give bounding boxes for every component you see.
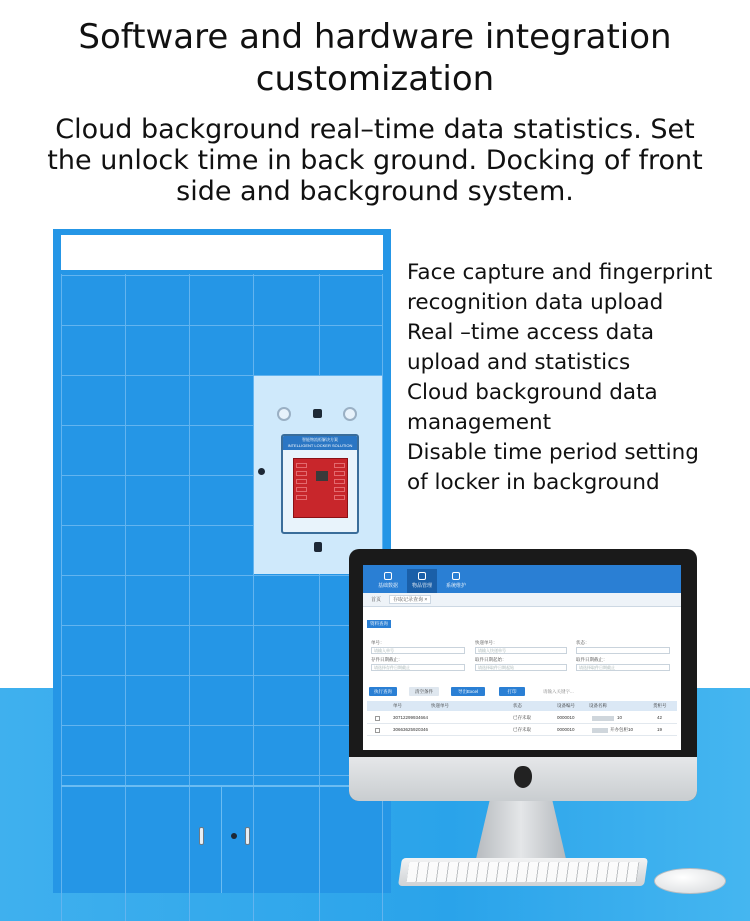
locker-grid-line bbox=[61, 725, 383, 726]
column-header: 快递单号 bbox=[431, 703, 449, 708]
pick-end-label: 取件日期截止： bbox=[576, 657, 608, 662]
keyhole-icon bbox=[231, 833, 237, 839]
document-icon bbox=[384, 572, 392, 580]
express-label: 快递单号： bbox=[475, 640, 498, 645]
mouse bbox=[654, 868, 726, 894]
column-header: 单号 bbox=[393, 703, 402, 708]
cabinet-cell: 42 bbox=[657, 715, 663, 720]
grid-icon bbox=[452, 572, 460, 580]
column-header: 状态 bbox=[513, 703, 522, 708]
locker-grid-line bbox=[61, 625, 383, 626]
door-divider bbox=[221, 787, 222, 893]
camera-icon bbox=[313, 409, 322, 418]
app-toolbar bbox=[363, 565, 681, 593]
query-section-label: 资料查询 bbox=[367, 620, 391, 628]
column-header: 设备编号 bbox=[557, 703, 575, 708]
device-name-cell: 10 bbox=[617, 715, 623, 720]
feature-line: of locker in background bbox=[407, 470, 660, 495]
touch-screen bbox=[281, 434, 359, 534]
tab-access-records[interactable]: 存取记录查询 × bbox=[389, 595, 431, 604]
scanner-icon bbox=[277, 407, 291, 421]
status-cell: 已存未取 bbox=[513, 715, 531, 720]
row-checkbox[interactable] bbox=[375, 716, 380, 721]
feature-line: Face capture and fingerprint bbox=[407, 260, 713, 285]
info-icon bbox=[258, 468, 265, 475]
cabinet-cell: 19 bbox=[657, 727, 663, 732]
print-button[interactable]: 打印 bbox=[499, 687, 525, 696]
order-input[interactable]: 请输入单号 bbox=[371, 647, 465, 654]
store-date-input[interactable]: 请选择存件日期截止 bbox=[371, 664, 465, 671]
export-excel-button[interactable]: 导出Excel bbox=[451, 687, 485, 696]
express-input[interactable]: 请输入快递单号 bbox=[475, 647, 567, 654]
redacted-cell bbox=[592, 716, 614, 721]
status-select[interactable] bbox=[576, 647, 670, 654]
device-cell: 0000010 bbox=[557, 727, 575, 732]
locker-grid-line bbox=[61, 575, 383, 576]
locker-grid-line bbox=[61, 275, 383, 276]
chart-icon bbox=[418, 572, 426, 580]
column-header: 货柜号 bbox=[653, 703, 667, 708]
keyword-search-input[interactable]: 请输入关键字... bbox=[543, 689, 574, 694]
feature-line: Disable time period setting bbox=[407, 440, 699, 465]
pick-start-input[interactable]: 请选择取件日期起始 bbox=[475, 664, 567, 671]
tab-item-management[interactable]: 物品管理 bbox=[407, 569, 437, 593]
locker-image bbox=[293, 458, 348, 518]
feature-line: management bbox=[407, 410, 552, 435]
feature-line: upload and statistics bbox=[407, 350, 631, 375]
lock-icon bbox=[314, 542, 322, 552]
apple-logo-icon bbox=[514, 766, 532, 788]
device-name-cell: 开办包柜10 bbox=[610, 727, 634, 732]
order-cell: 30712299934664 bbox=[393, 715, 429, 720]
locker-control-panel bbox=[254, 376, 382, 574]
smart-locker-cabinet bbox=[53, 229, 391, 893]
feature-line: Cloud background data bbox=[407, 380, 658, 405]
tab-basic-data[interactable]: 基础数据 bbox=[373, 569, 403, 593]
column-header: 设备名称 bbox=[589, 703, 607, 708]
order-cell: 30663625920346 bbox=[393, 727, 429, 732]
feature-list bbox=[407, 258, 742, 498]
feature-line: recognition data upload bbox=[407, 290, 664, 315]
order-label: 单号： bbox=[371, 640, 385, 645]
locker-grid-line bbox=[61, 325, 383, 326]
keyboard bbox=[398, 858, 648, 886]
run-query-button[interactable]: 执行查询 bbox=[369, 687, 397, 696]
door-handle-icon bbox=[245, 827, 250, 845]
lower-cabinet-doors bbox=[61, 785, 383, 893]
pick-end-input[interactable]: 请选择取件日期截止 bbox=[576, 664, 670, 671]
tab-system-maintenance[interactable]: 系统维护 bbox=[441, 569, 471, 593]
breadcrumb bbox=[363, 593, 681, 607]
status-label: 状态： bbox=[576, 640, 590, 645]
device-cell: 0000010 bbox=[557, 715, 575, 720]
locker-grid-line bbox=[61, 775, 383, 776]
locker-grid-line bbox=[61, 675, 383, 676]
feature-line: Real –time access data bbox=[407, 320, 655, 345]
table-row[interactable] bbox=[367, 713, 677, 724]
table-header bbox=[367, 701, 677, 711]
page-title: Software and hardware integration customization bbox=[78, 17, 672, 99]
management-software-screen bbox=[363, 565, 681, 750]
clear-conditions-button[interactable]: 清空条件 bbox=[409, 687, 439, 696]
status-cell: 已存未取 bbox=[513, 727, 531, 732]
store-date-label: 存件日期截止： bbox=[371, 657, 403, 662]
touch-screen-header: 智能物流柜解决方案 INTELLIGENT LOCKER SOLUTION bbox=[283, 436, 357, 450]
monitor-stand bbox=[476, 801, 566, 859]
locker-top-panel bbox=[61, 235, 383, 270]
door-handle-icon bbox=[199, 827, 204, 845]
page-subtitle: Cloud background real–time data statistics. Set the unlock time in back ground. Docking of front side and background system. bbox=[47, 114, 703, 207]
row-checkbox[interactable] bbox=[375, 728, 380, 733]
redacted-cell bbox=[592, 728, 608, 733]
table-row[interactable] bbox=[367, 725, 677, 736]
pick-start-label: 取件日期起始： bbox=[475, 657, 507, 662]
fingerprint-icon bbox=[343, 407, 357, 421]
breadcrumb-home[interactable]: 首页 bbox=[371, 597, 382, 603]
